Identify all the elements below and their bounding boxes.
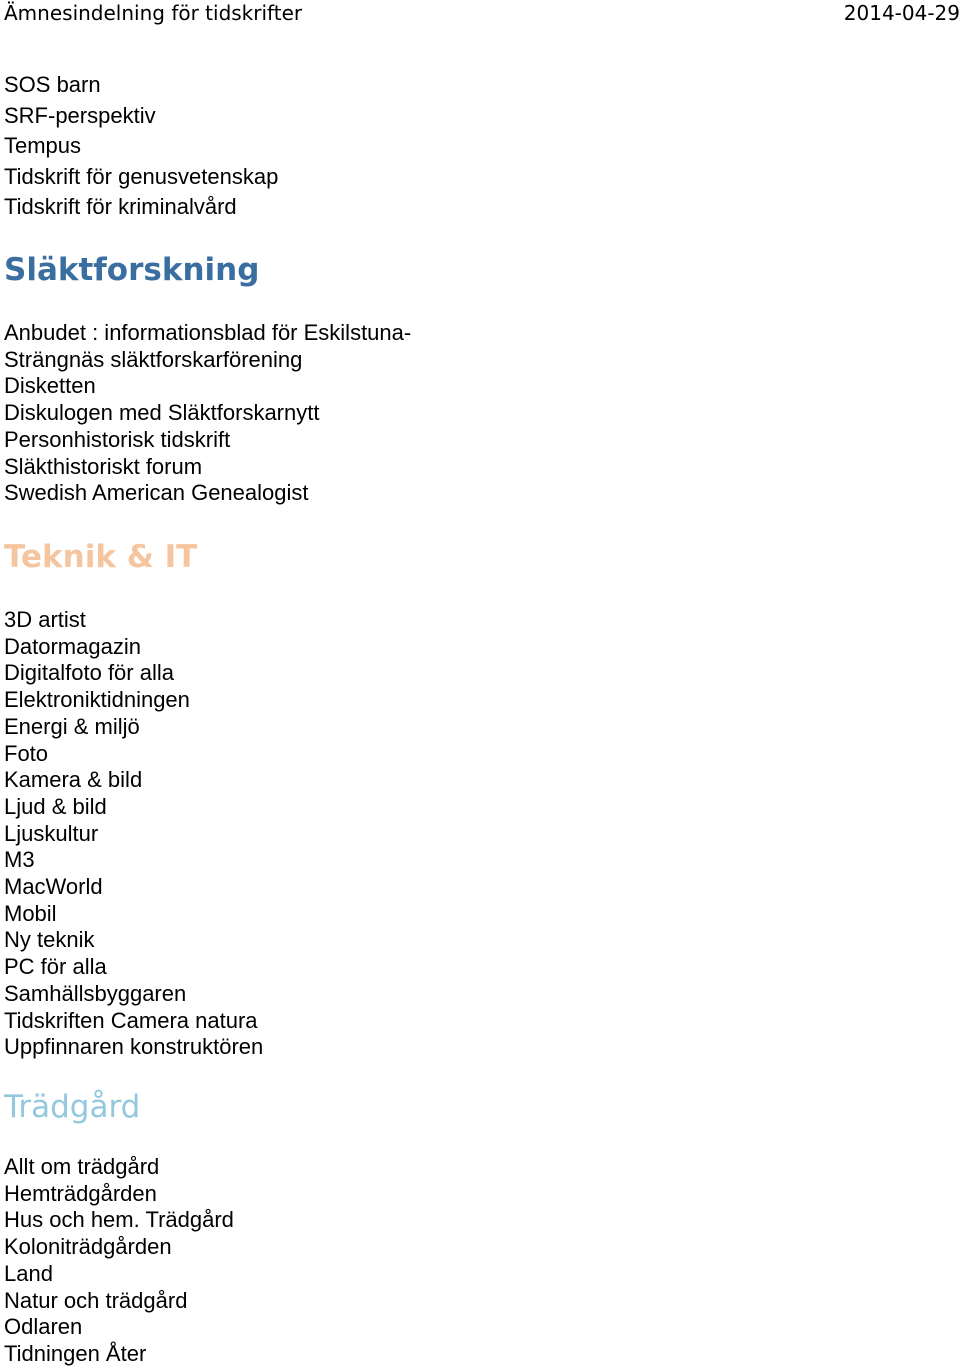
section-heading-teknik: Teknik & IT [4, 539, 198, 575]
list-item: Swedish American Genealogist [4, 480, 309, 506]
section-heading-slaktforskning: Släktforskning [4, 252, 260, 288]
section-teknik [4, 607, 263, 1061]
list-item: Ny teknik [4, 927, 95, 953]
list-item: Tidskrift för genusvetenskap [4, 163, 279, 189]
list-item: M3 [4, 847, 35, 873]
list-item: Natur och trädgård [4, 1287, 188, 1313]
intro-list [4, 70, 278, 223]
list-item: MacWorld [4, 874, 103, 900]
list-item: Diskulogen med Släktforskarnytt [4, 400, 320, 426]
list-item: Tempus [4, 133, 82, 158]
list-item: Hus och hem. Trädgård [4, 1207, 234, 1233]
list-item: PC för alla [4, 954, 107, 980]
list-item: SOS barn [4, 72, 101, 97]
list-item: Tidningen Åter [4, 1340, 147, 1366]
list-item: Energi & miljö [4, 713, 140, 739]
list-item: Koloniträdgården [4, 1234, 172, 1260]
document-title: Ämnesindelning för tidskrifter [4, 1, 303, 25]
list-item: Hemträdgården [4, 1180, 157, 1206]
list-item: Anbudet : informationsblad för Eskilstuna-Strängnäs släktforskarförening [4, 320, 412, 372]
list-item: Odlaren [4, 1314, 83, 1340]
page-header [4, 0, 960, 28]
list-item: Ljuskultur [4, 820, 99, 846]
list-item: Digitalfoto för alla [4, 660, 174, 686]
list-item: Land [4, 1260, 53, 1286]
section-list [4, 607, 263, 1061]
list-item: Disketten [4, 373, 96, 399]
document-date: 2014-04-29 [843, 1, 960, 25]
list-item: Samhällsbyggaren [4, 980, 187, 1006]
list-item: Ljud & bild [4, 793, 107, 819]
list-item: Tidskriften Camera natura [4, 1007, 258, 1033]
list-item: Mobil [4, 900, 57, 926]
section-slaktforskning [4, 320, 444, 507]
list-item: Uppfinnaren konstruktören [4, 1034, 264, 1060]
list-item: Tidskrift för kriminalvård [4, 194, 237, 219]
section-heading-tradgard: Trädgård [4, 1089, 141, 1125]
section-tradgard [4, 1154, 234, 1368]
section-list [4, 1154, 234, 1368]
list-item: Datormagazin [4, 633, 141, 659]
list-item: Foto [4, 740, 49, 766]
list-item: Allt om trädgård [4, 1154, 160, 1179]
intro-list-section [4, 70, 278, 223]
list-item: Elektroniktidningen [4, 687, 190, 713]
list-item: Kamera & bild [4, 767, 143, 793]
list-item: 3D artist [4, 607, 86, 632]
list-item: SRF-perspektiv [4, 102, 156, 128]
list-item: Släkthistoriskt forum [4, 453, 203, 479]
section-list [4, 320, 444, 507]
list-item: Personhistorisk tidskrift [4, 426, 231, 452]
